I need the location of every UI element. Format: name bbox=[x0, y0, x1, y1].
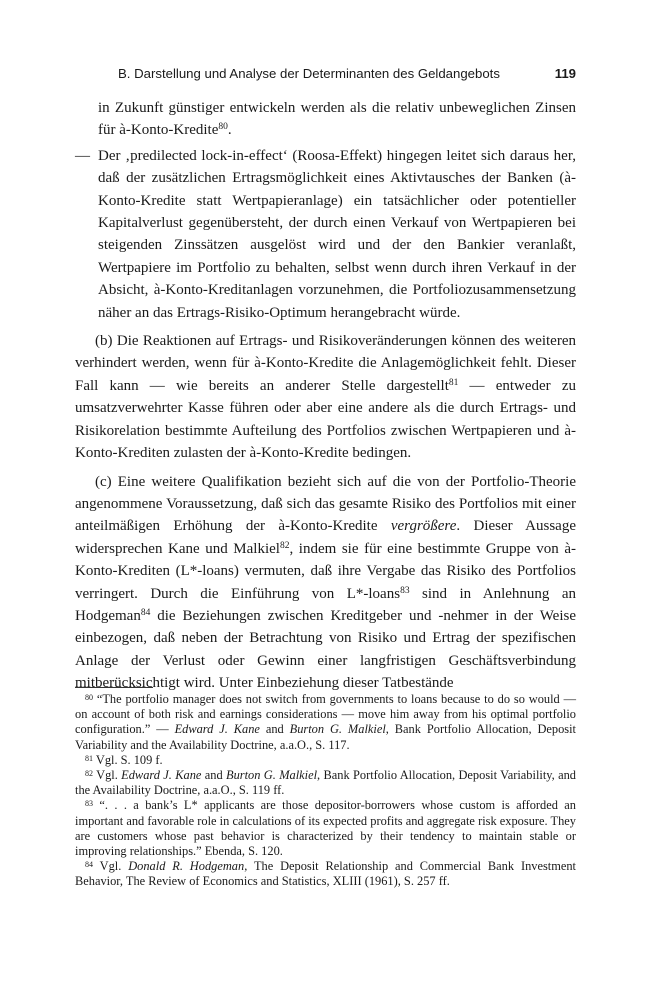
footnote-ref-81[interactable]: 81 bbox=[448, 377, 459, 388]
paragraph-c-text-3: , indem sie für eine bestimmte Gruppe von à-Konto-Krediten (L*-loans) vermuten, daß ihre Vergabe das Risiko des Portfolios verringert. Durch die Einführung von L*-loans bbox=[75, 540, 576, 602]
footnote-ref-80[interactable]: 80 bbox=[218, 122, 228, 133]
list-dash: — bbox=[75, 147, 90, 164]
footnote-number: 82 bbox=[85, 769, 93, 779]
continuation-text: in Zukunft günstiger entwickeln werden als die relativ unbeweglichen Zinsen für à-Konto-Kredite bbox=[98, 100, 576, 139]
paragraph-b-text-1: (b) Die Reaktionen auf Ertrags- und Risikoveränderungen können des weiteren verhindert werden, wenn für à-Konto-Kredite die Anlagemöglichkeit fehlt. Dieser Fall kann — wie bereits an anderer Stelle dargestellt bbox=[75, 333, 576, 394]
main-text bbox=[75, 97, 576, 695]
footnote-text: Vgl. bbox=[93, 859, 129, 874]
continuation-end: . bbox=[227, 122, 232, 139]
footnote-author: Edward J. Kane bbox=[121, 768, 202, 783]
paragraph-c bbox=[75, 471, 576, 695]
footnote-ref-83[interactable]: 83 bbox=[400, 585, 410, 596]
footnote-number: 81 bbox=[85, 753, 93, 763]
footnote-divider bbox=[75, 687, 153, 688]
footnote-84 bbox=[75, 859, 576, 889]
footnote-author: Burton G. Malkiel bbox=[289, 722, 386, 737]
footnote-text: and bbox=[201, 768, 227, 783]
page-number: 119 bbox=[554, 66, 576, 81]
footnotes bbox=[75, 692, 576, 890]
footnote-82 bbox=[75, 768, 576, 798]
running-title: B. Darstellung und Analyse der Determinanten des Geldangebots bbox=[118, 66, 500, 81]
paragraph-b bbox=[75, 330, 576, 464]
paragraph-c-text-2: . Dieser Aussage widersprechen Kane und Malkiel bbox=[75, 518, 576, 557]
list-item-continuation bbox=[75, 97, 576, 142]
footnote-text: and bbox=[259, 722, 290, 737]
footnote-ref-82[interactable]: 82 bbox=[279, 540, 290, 551]
list-item-roosa-effect bbox=[75, 145, 576, 324]
footnote-text: Vgl. S. 109 f. bbox=[93, 752, 163, 767]
list-item-text: Der ‚predilected lock-in-effect‘ (Roosa-Effekt) hingegen leitet sich daraus her, daß der zusätzlichen Ertragsmöglichkeit eines Aktivtausches der Banken (à-Konto-Kredite statt Wertpapieranlage) ein tatsächlicher oder potentieller Kapitalverlust gegenübersteht, der durch einen Verkauf von Wertpapieren bei steigenden Zinssätzen ausgelöst wird und der den Bankier veranlaßt, Wertpapiere im Portfolio zu behalten, selbst wenn durch ihren Verkauf in der Absicht, à-Konto-Kreditanlagen vorzunehmen, die Portfoliozusammensetzung näher an das Ertrags-Risiko-Optimum herangebracht würde. bbox=[98, 147, 576, 321]
footnote-number: 84 bbox=[85, 860, 93, 870]
footnote-text: , Bank Portfolio Allocation, Deposit Variability, and the Availability Doctrine, a.a.O., S. 119 ff. bbox=[75, 768, 576, 798]
footnote-number: 80 bbox=[85, 693, 93, 702]
footnote-text: Vgl. bbox=[93, 768, 122, 783]
footnote-ref-84[interactable]: 84 bbox=[140, 607, 151, 618]
paragraph-c-emphasis: vergrößere bbox=[390, 518, 457, 535]
paragraph-c-text-5: die Beziehungen zwischen Kreditgeber und -nehmer in der Weise einbezogen, daß neben der Betrachtung von Risiko und Ertrag der spezifischen Anlage der Verlust oder Gewinn einer langfristigen Geschäftsverbindung mitberücksichtigt wird. Unter Einbeziehung dieser Tatbestände bbox=[75, 607, 576, 692]
footnote-author: Donald R. Hodgeman bbox=[128, 859, 245, 874]
footnote-text: , The Deposit Relationship and Commercial Bank Investment Behavior, The Review of Economics and Statistics, XLIII (1961), S. 257 ff. bbox=[75, 859, 576, 889]
footnote-author: Burton G. Malkiel bbox=[226, 768, 318, 783]
footnote-text: “. . . a bank’s L* applicants are those depositor-borrowers whose custom is afforded an important and favorable role in calculations of its expected profits and aggregate risk exposure. They are customers whose past behavior is characterized by their tendency to maintain stable or improving relationships.” Ebenda, S. 120. bbox=[75, 798, 576, 859]
footnote-80 bbox=[75, 692, 576, 753]
footnote-81 bbox=[75, 753, 576, 768]
paragraph-b-text-2: — entweder zu umsatzverwehrter Kasse führen oder aber eine andere als die durch Ertrags- und Risikorelation bestimmte Aufteilung des Portfolios zwischen Wertpapieren und à-Konto-Krediten zulasten der à-Konto-Kredite bedingen. bbox=[75, 377, 576, 462]
footnote-author: Edward J. Kane bbox=[174, 722, 260, 737]
footnote-83 bbox=[75, 798, 576, 859]
paragraph-c-text-4: sind in Anlehnung an Hodgeman bbox=[75, 585, 576, 624]
running-header bbox=[118, 66, 576, 81]
paragraph-c-text-1: (c) Eine weitere Qualifikation bezieht sich auf die von der Portfolio-Theorie angenommene Voraussetzung, daß sich das gesamte Risiko des Portfolios mit einer anteilmäßigen Erhöhung der à-Konto-Kredite bbox=[75, 473, 576, 535]
footnote-number: 83 bbox=[85, 799, 93, 809]
footnote-text: “The portfolio manager does not switch from governments to loans because to do so would — on account of both risk and earnings considerations — move him away from his optimal portfolio configuration.” — bbox=[75, 692, 576, 737]
footnote-text: , Bank Portfolio Allocation, Deposit Variability and the Availability Doctrine, a.a.O., S. 117. bbox=[75, 722, 576, 752]
